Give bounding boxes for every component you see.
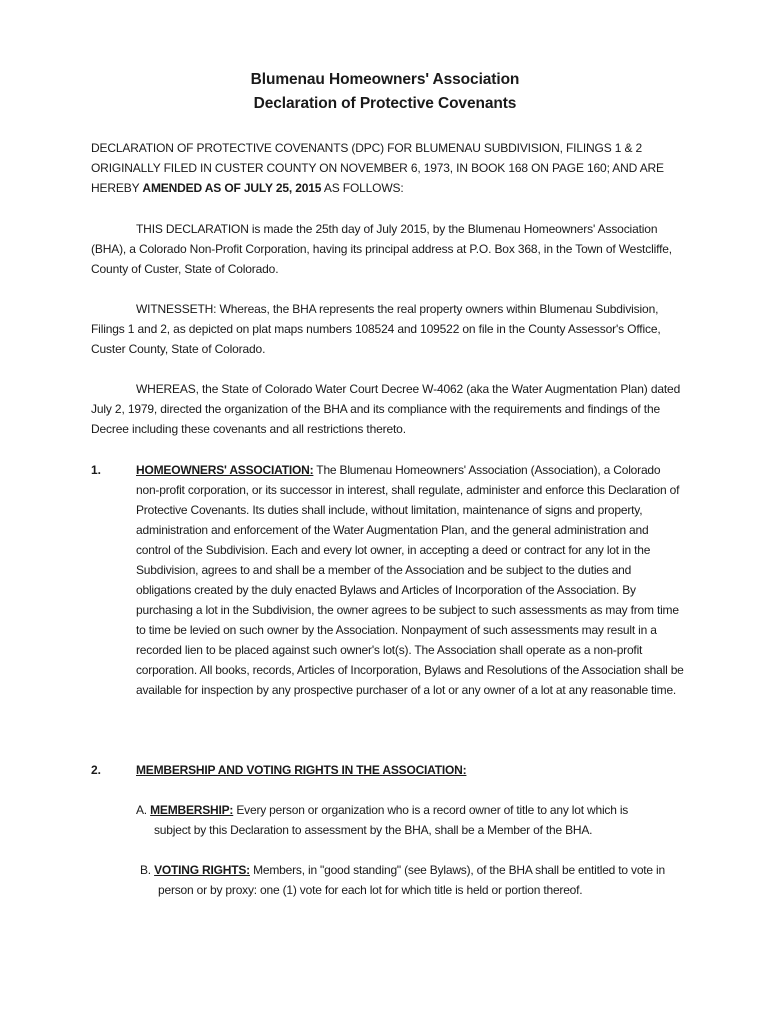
section-1-heading: HOMEOWNERS' ASSOCIATION: <box>136 463 314 477</box>
section-1-text: The Blumenau Homeowners' Association (Association), a Colorado non-profit corporation, or its successor in interest, shall regulate, administer and enforce this Declaration of Protective Covenants. Its duties shall include, without limitation, maintenance of signs and property, administration and enforcement of the Water Augmentation Plan, and the general administration and control of the Subdivision. Each and every lot owner, in accepting a deed or contract for any lot in the Subdivision, agrees to and shall be a member of the Association and be subject to the duties and obligations created by the duly enacted Bylaws and Articles of Incorporation of the Association. By purchasing a lot in the Subdivision, the owner agrees to be subject to such assessments as may from time to time be levied on such owner by the Association. Nonpayment of such assessments may result in a recorded lien to be placed against such owner's lot(s). The Association shall operate as a non-profit corporation. All books, records, Articles of Incorporation, Bylaws and Resolutions of the Association shall be available for inspection by any prospective purchaser of a lot or any owner of a lot at any reasonable time. <box>136 463 684 697</box>
subsection-a <box>136 800 701 840</box>
subsection-b-label: B. <box>140 863 151 877</box>
section-1-number: 1. <box>91 463 102 477</box>
witnesseth-paragraph <box>91 299 691 359</box>
document-title: Blumenau Homeowners' Association <box>250 71 520 88</box>
subsection-a-line1: Every person or organization who is a record owner of title to any lot which is <box>233 803 629 817</box>
subsection-b-line2: person or by proxy: one (1) vote for each lot for which title is held or portion thereof. <box>158 883 583 897</box>
whereas-paragraph <box>91 379 691 439</box>
subsection-b-line1: Members, in "good standing" (see Bylaws), of the BHA shall be entitled to vote in <box>249 863 665 877</box>
subsection-a-line2: subject by this Declaration to assessment by the BHA, shall be a Member of the BHA. <box>154 823 593 837</box>
section-2-number: 2. <box>91 763 102 777</box>
witnesseth-text: WITNESSETH: Whereas, the BHA represents the real property owners within Blumenau Subdivision, Filings 1 and 2, as depicted on plat maps numbers 108524 and 109522 on file in the County Assessor's Office, Custer County, State of Colorado. <box>91 302 661 356</box>
declaration-paragraph <box>91 219 691 279</box>
declaration-text: THIS DECLARATION is made the 25th day of July 2015, by the Blumenau Homeowners' Association (BHA), a Colorado Non-Profit Corporation, having its principal address at P.O. Box 368, in the Town of Westcliffe, County of Custer, State of Colorado. <box>91 222 672 276</box>
intro-tail: AS FOLLOWS: <box>321 181 404 195</box>
subsection-a-heading: MEMBERSHIP: <box>150 803 234 817</box>
section-1-body <box>136 460 684 700</box>
subsection-a-label: A. <box>136 803 147 817</box>
intro-lead: DECLARATION OF PROTECTIVE COVENANTS (DPC) FOR BLUMENAU SUBDIVISION, FILINGS 1 & 2 ORIGINALLY FILED IN CUSTER COUNTY ON NOVEMBER 6, 1973, IN BOOK 168 ON PAGE 160; AND ARE HEREBY <box>91 141 664 195</box>
intro-amended-date: AMENDED AS OF JULY 25, 2015 <box>142 181 322 195</box>
section-2-heading: MEMBERSHIP AND VOTING RIGHTS IN THE ASSOCIATION: <box>136 763 467 777</box>
document-subtitle: Declaration of Protective Covenants <box>253 95 517 112</box>
section-2-heading-wrap <box>136 760 684 780</box>
subsection-b-heading: VOTING RIGHTS: <box>154 863 250 877</box>
intro-paragraph <box>91 138 691 198</box>
subsection-b <box>140 860 705 900</box>
whereas-text: WHEREAS, the State of Colorado Water Court Decree W-4062 (aka the Water Augmentation Plan) dated July 2, 1979, directed the organization of the BHA and its compliance with the requirements and findings of the Decree including these covenants and all restrictions thereto. <box>91 382 681 436</box>
